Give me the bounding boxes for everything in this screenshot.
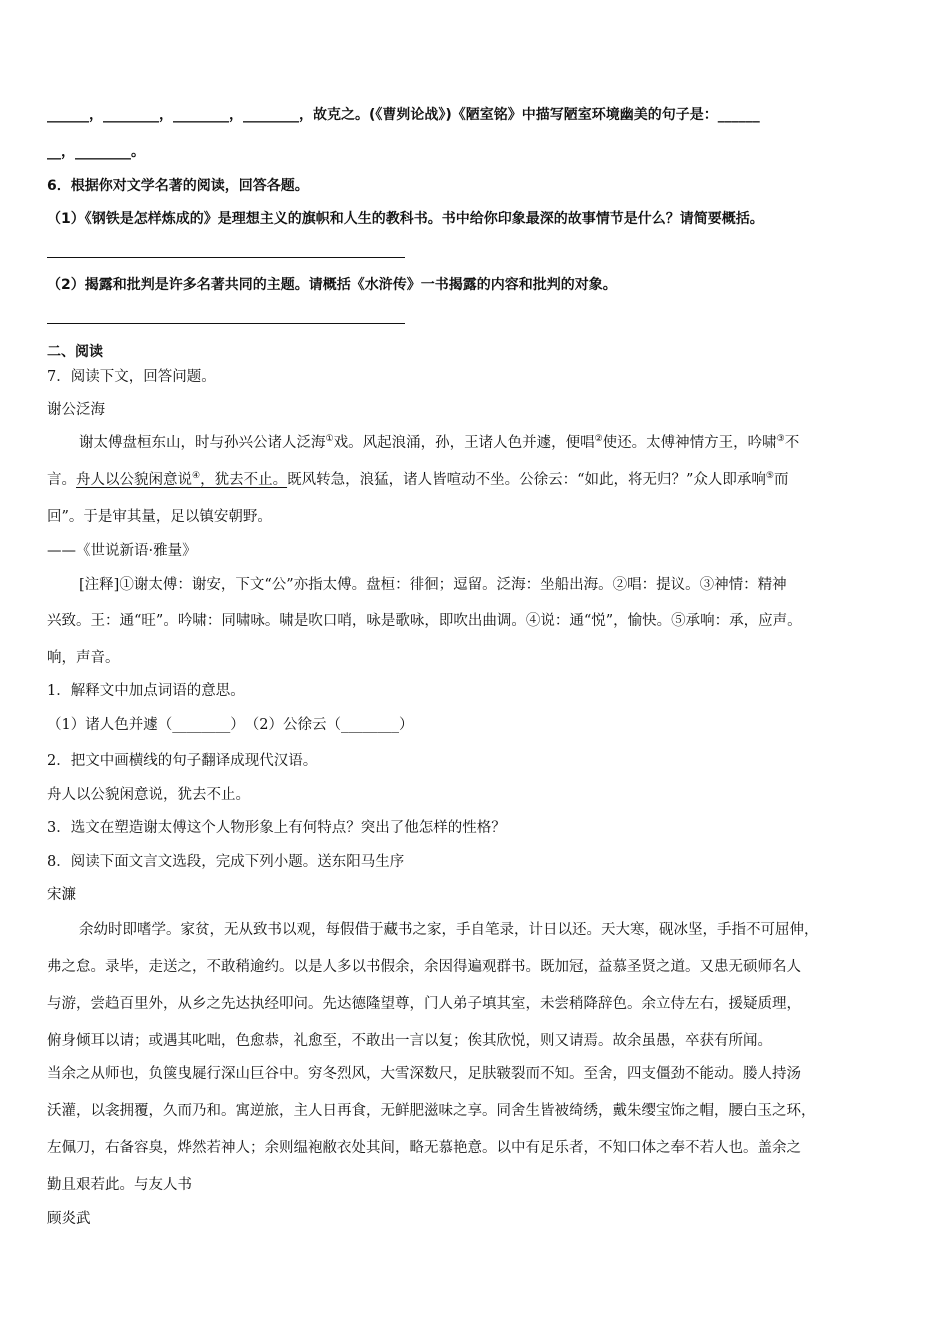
passage-source: ——《世说新语·雅量》	[47, 543, 197, 559]
q8-line-2: 弗之怠。录毕，走送之，不敢稍逾约。以是人多以书假余，余因得遍观群书。既加冠，益慕圣贤之道。又患无硕师名人	[47, 959, 801, 975]
underlined-sentence: 舟人以公貌闲意说④，犹去不止。	[76, 471, 288, 488]
q5-fill-line-2: __，________。	[47, 144, 145, 160]
q8-line-1: 余幼时即嗜学。家贫，无从致书以观，每假借于藏书之家，手自笔录，计日以还。天大寒，砚冰坚，手指不可屈伸，	[79, 922, 819, 938]
q7-title: 7．阅读下文，回答问题。	[47, 369, 216, 385]
q8-line-3: 与游，尝趋百里外，从乡之先达执经叩问。先达德隆望尊，门人弟子填其室，未尝稍降辞色。余立侍左右，援疑质理，	[47, 996, 801, 1012]
note-line-1: [注释]①谢太傅：谢安，下文“公”亦指太傅。盘桓：徘徊；逗留。泛海：坐船出海。②唱：提议。③神情：精神	[79, 577, 787, 593]
q5-fill-line-1: ______，________，________，________，故克之。(《曹刿论战》)《陋室铭》中描写陋室环境幽美的句子是：______	[47, 107, 760, 123]
q7-sub2: 2．把文中画横线的句子翻译成现代汉语。	[47, 753, 318, 769]
q8-title: 8．阅读下面文言文选段，完成下列小题。送东阳马生序	[47, 854, 405, 870]
q8-line-8: 勤且艰若此。与友人书	[47, 1177, 192, 1193]
q8-author: 宋濂	[47, 887, 76, 903]
q6-sub2: （2）揭露和批判是许多名著共同的主题。请概括《水浒传》一书揭露的内容和批判的对象。	[47, 277, 617, 293]
note-line-2: 兴致。王：通“旺”。吟啸：同啸咏。啸是吹口哨，咏是歌咏，即吹出曲调。④说：通“悦”，愉快。⑤承响：承，应声。	[47, 613, 802, 629]
q8-author-2: 顾炎武	[47, 1211, 91, 1227]
q7-sub1-blanks: （1）诸人色并遽（________） （2）公徐云（________）	[47, 717, 414, 733]
q6-title: 6．根据你对文学名著的阅读，回答各题。	[47, 178, 309, 194]
passage-line-2: 言。舟人以公貌闲意说④，犹去不止。既风转急，浪猛，诸人皆喧动不坐。公徐云：“如此，将无归？”众人即承响⑤而	[47, 471, 789, 488]
q6-sub1: （1）《钢铁是怎样炼成的》是理想主义的旗帜和人生的教科书。书中给你印象最深的故事情节是什么？请简要概括。	[47, 211, 764, 227]
q7-sub3: 3．选文在塑造谢太傅这个人物形象上有何特点？突出了他怎样的性格？	[47, 820, 506, 836]
q8-line-4: 俯身倾耳以请；或遇其叱咄，色愈恭，礼愈至，不敢出一言以复；俟其欣悦，则又请焉。故余虽愚，卒获有所闻。	[47, 1033, 772, 1049]
q8-line-5: 当余之从师也，负箧曳屣行深山巨谷中。穷冬烈风，大雪深数尺，足肤皲裂而不知。至舍，四支僵劲不能动。媵人持汤	[47, 1066, 801, 1082]
section-heading: 二、阅读	[47, 344, 103, 360]
q8-line-7: 左佩刀，右备容臭，烨然若神人；余则缊袍敝衣处其间，略无慕艳意。以中有足乐者，不知口体之奉不若人也。盖余之	[47, 1140, 801, 1156]
answer-line-1	[47, 257, 405, 258]
note-line-3: 响，声音。	[47, 650, 120, 666]
q8-line-6: 沃灌，以衾拥覆，久而乃和。寓逆旅，主人日再食，无鲜肥滋味之享。同舍生皆被绮绣，戴朱缨宝饰之帽，腰白玉之环，	[47, 1103, 816, 1119]
q7-sub2-sentence: 舟人以公貌闲意说，犹去不止。	[47, 787, 250, 803]
passage-line-3: 回”。于是审其量，足以镇安朝野。	[47, 509, 272, 525]
answer-line-2	[47, 323, 405, 324]
q7-sub1: 1．解释文中加点词语的意思。	[47, 683, 245, 699]
passage-line-1: 谢太傅盘桓东山，时与孙兴公诸人泛海①戏。风起浪涌，孙，王诸人色并遽，便唱②使还。太傅神情方王，吟啸③不	[79, 434, 800, 451]
passage-title: 谢公泛海	[47, 402, 105, 418]
